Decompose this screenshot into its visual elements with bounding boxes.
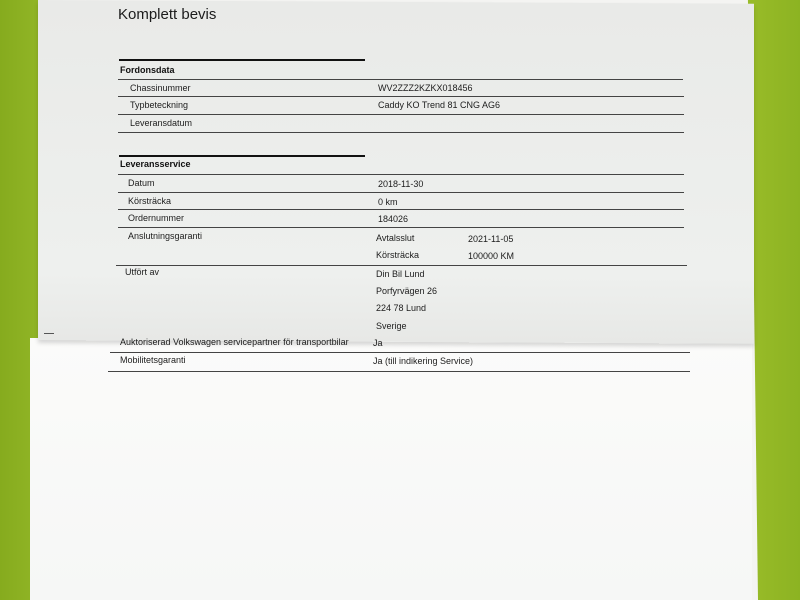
section-bar-fordonsdata [119,59,365,61]
label-garanti-korstracka: Körsträcka [376,250,420,260]
label-typbeteckning: Typbeteckning [130,100,189,110]
rule [116,265,687,266]
ink-mark [44,333,54,334]
section-heading-fordonsdata: Fordonsdata [120,65,175,75]
value-datum: 2018-11-30 [378,179,424,189]
value-korstracka: 0 km [378,197,398,207]
section-bar-leveransservice [119,155,365,157]
rule [118,79,683,80]
paper-lower-fold [30,338,752,600]
utfort-av-line: Sverige [376,321,407,331]
rule [118,96,684,97]
value-ordernummer: 184026 [378,214,409,224]
value-chassinummer: WV2ZZZ2KZKX018456 [378,83,473,93]
label-mobilitetsgaranti: Mobilitetsgaranti [120,355,186,365]
utfort-av-line: Porfyrvägen 26 [376,286,438,296]
label-chassinummer: Chassinummer [130,83,191,93]
label-utfort-av: Utfört av [125,267,160,277]
rule [118,132,684,133]
section-heading-leveransservice: Leveransservice [120,159,191,169]
label-avtalsslut: Avtalsslut [376,233,415,243]
rule [118,227,684,228]
value-typbeteckning: Caddy KO Trend 81 CNG AG6 [378,100,501,110]
value-mobilitetsgaranti: Ja (till indikering Service) [373,356,474,366]
rule [118,174,684,175]
label-korstracka: Körsträcka [128,196,172,206]
label-leveransdatum: Leveransdatum [130,118,193,128]
value-garanti-korstracka: 100000 KM [468,251,515,261]
rule [118,192,684,193]
label-datum: Datum [128,178,155,188]
rule [118,209,684,210]
rule [110,352,690,353]
rule [108,371,690,372]
utfort-av-line: Din Bil Lund [376,269,425,279]
label-auktoriserad: Auktoriserad Volkswagen servicepartner för transportbilar [120,337,349,347]
value-auktoriserad: Ja [373,338,383,348]
rule [118,114,684,115]
label-anslutningsgaranti: Anslutningsgaranti [128,231,203,241]
utfort-av-line: 224 78 Lund [376,303,427,313]
document-title: Komplett bevis [118,6,217,23]
value-avtalsslut: 2021-11-05 [468,234,514,244]
label-ordernummer: Ordernummer [128,213,185,223]
